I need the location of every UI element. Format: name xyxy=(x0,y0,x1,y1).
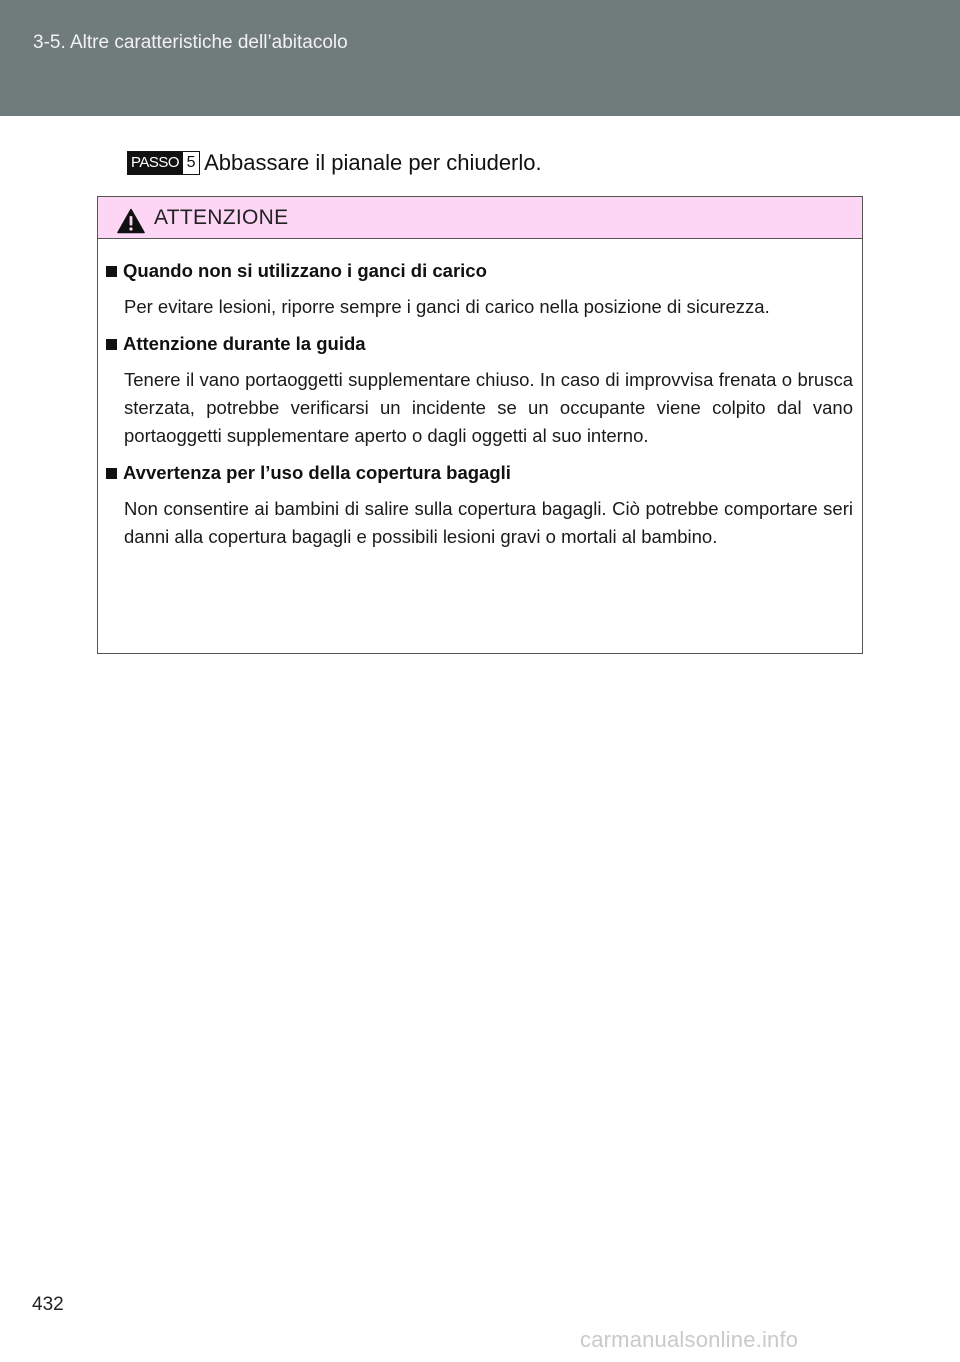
warning-body xyxy=(98,239,862,551)
header-band xyxy=(0,0,960,116)
warning-title: ATTENZIONE xyxy=(154,205,289,229)
step-badge-label: PASSO xyxy=(127,151,182,175)
step-instruction xyxy=(127,148,542,178)
warning-item-heading-text: Attenzione durante la guida xyxy=(123,333,366,354)
step-badge-number: 5 xyxy=(182,151,200,175)
warning-item-text: Per evitare lesioni, riporre sempre i ganci di carico nella posizione di sicurezza. xyxy=(124,296,770,317)
warning-item-cargo-hooks xyxy=(106,259,853,321)
step-text: Abbassare il pianale per chiuderlo. xyxy=(204,150,542,175)
warning-item-heading-text: Quando non si utilizzano i ganci di carico xyxy=(123,260,487,281)
page-number: 432 xyxy=(32,1294,64,1315)
warning-header xyxy=(98,197,862,239)
warning-item-text: Tenere il vano portaoggetti supplementare chiuso. In caso di improvvisa frenata o brusca sterzata, potrebbe verificarsi un incidente se un occupante viene colpito dal vano portaoggetti supplementare aperto o dagli oggetti al suo interno. xyxy=(124,369,853,446)
square-bullet-icon xyxy=(106,339,117,350)
warning-item-luggage-cover xyxy=(106,461,853,551)
warning-triangle-icon xyxy=(117,208,145,234)
warning-box xyxy=(97,196,863,654)
square-bullet-icon xyxy=(106,266,117,277)
warning-item-heading xyxy=(106,461,853,485)
warning-item-heading xyxy=(106,332,853,356)
square-bullet-icon xyxy=(106,468,117,479)
warning-item-heading xyxy=(106,259,853,283)
watermark: carmanualsonline.info xyxy=(580,1327,799,1352)
section-title: 3-5. Altre caratteristiche dell’abitacolo xyxy=(33,32,348,53)
warning-item-driving xyxy=(106,332,853,450)
warning-item-text: Non consentire ai bambini di salire sulla copertura bagagli. Ciò potrebbe comportare seri danni alla copertura bagagli e possibili lesioni gravi o mortali al bambino. xyxy=(124,498,853,547)
step-badge xyxy=(127,151,200,175)
warning-item-heading-text: Avvertenza per l’uso della copertura bagagli xyxy=(123,462,511,483)
